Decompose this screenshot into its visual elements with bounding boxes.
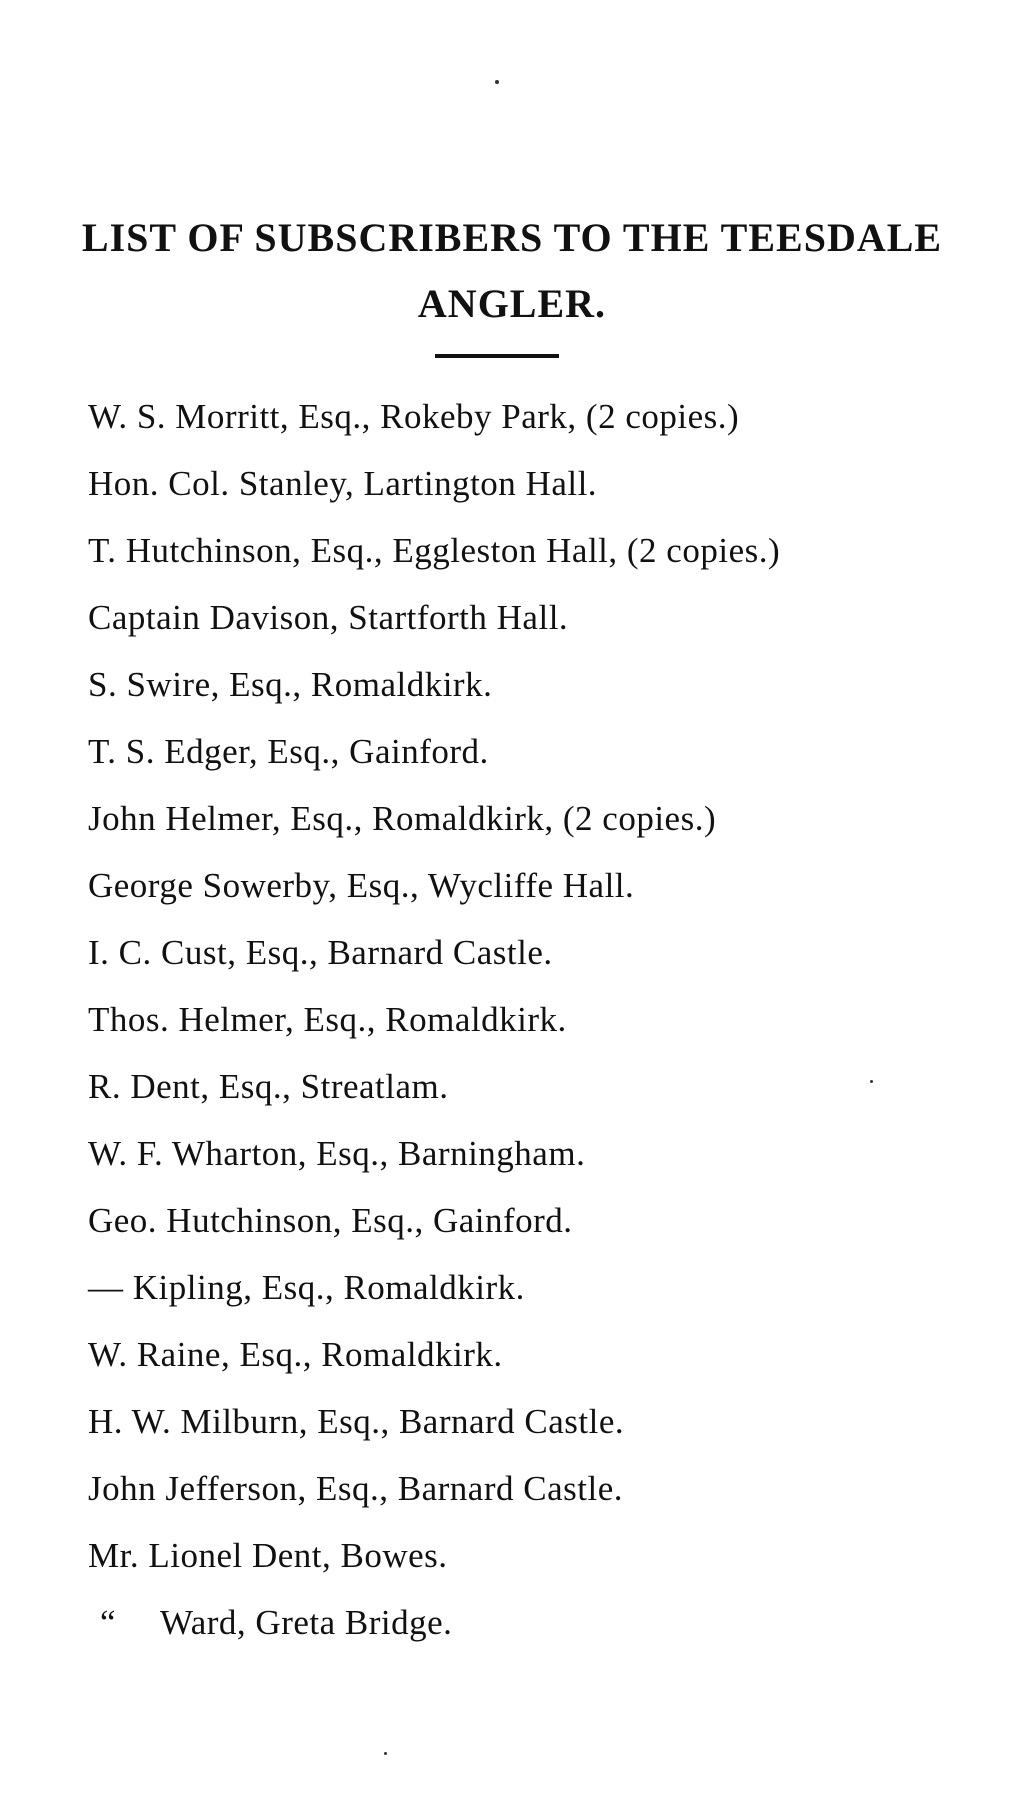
list-item: T. S. Edger, Esq., Gainford. xyxy=(88,732,489,771)
subscriber-list xyxy=(88,395,968,1668)
list-item: John Jefferson, Esq., Barnard Castle. xyxy=(88,1469,623,1508)
list-item: Mr. Lionel Dent, Bowes. xyxy=(88,1536,448,1575)
page-title: LIST OF SUBSCRIBERS TO THE TEESDALE xyxy=(81,215,943,260)
list-item: Captain Davison, Startforth Hall. xyxy=(88,598,569,637)
list-item: W. Raine, Esq., Romaldkirk. xyxy=(88,1335,503,1374)
list-item: Thos. Helmer, Esq., Romaldkirk. xyxy=(88,1000,567,1039)
title-divider xyxy=(435,354,559,358)
list-item: H. W. Milburn, Esq., Barnard Castle. xyxy=(88,1402,625,1441)
list-item: I. C. Cust, Esq., Barnard Castle. xyxy=(88,933,553,972)
print-speck xyxy=(384,1752,387,1755)
list-item: George Sowerby, Esq., Wycliffe Hall. xyxy=(88,866,635,905)
list-item: John Helmer, Esq., Romaldkirk, (2 copies.) xyxy=(88,799,717,838)
list-item: W. F. Wharton, Esq., Barningham. xyxy=(88,1134,586,1173)
page-title-continued: ANGLER. xyxy=(417,281,607,326)
ditto-mark: “ xyxy=(100,1603,117,1642)
list-item: Geo. Hutchinson, Esq., Gainford. xyxy=(88,1201,573,1240)
list-item: — Kipling, Esq., Romaldkirk. xyxy=(88,1268,525,1307)
print-speck xyxy=(495,80,499,84)
list-item: S. Swire, Esq., Romaldkirk. xyxy=(88,665,493,704)
list-item-text: Ward, Greta Bridge. xyxy=(160,1603,453,1642)
list-item: T. Hutchinson, Esq., Eggleston Hall, (2 copies.) xyxy=(88,531,781,570)
list-item: Hon. Col. Stanley, Lartington Hall. xyxy=(88,464,598,503)
list-item: R. Dent, Esq., Streatlam. xyxy=(88,1067,449,1106)
list-item-ditto xyxy=(88,1601,968,1668)
list-item: W. S. Morritt, Esq., Rokeby Park, (2 copies.) xyxy=(88,397,740,436)
